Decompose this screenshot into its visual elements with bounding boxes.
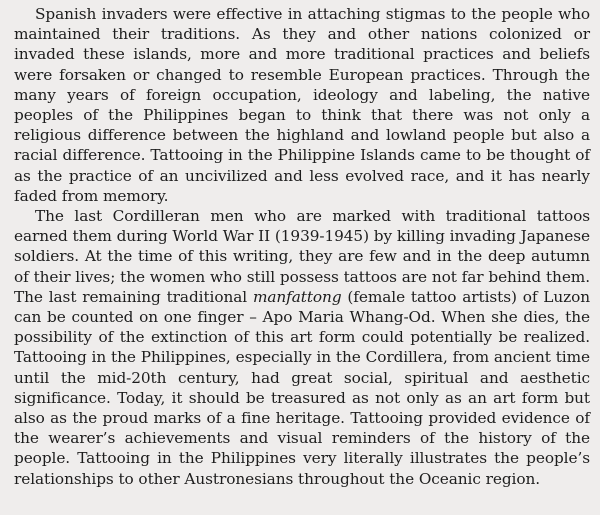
paragraph-1: Spanish invaders were effective in attaching stigmas to the people who maintained their traditions. As they and other nations colonized or invaded these islands, more and more traditional practices and beliefs were forsaken or changed to resemble European practices. Through the many years of foreign occupation, ideology and labeling, the native peoples of the Philippines began to think that there was not only a religious difference between the highland and lowland people but also a racial difference. Tattooing in the Philippine Islands came to be thought of as the practice of an uncivilized and less evolved race, and it has nearly faded from memory. [14, 5, 590, 205]
article-text [14, 4, 590, 489]
paragraph-2-text-before-term: The last Cordilleran men who are marked with traditional tattoos earned them during World War II (1939-1945) by killing invading Japanese soldiers. At the time of this writing, they are few and in the deep autumn of their lives; the women who still possess tattoos are not far behind them. The last remaining traditional [14, 207, 590, 306]
paragraph-2-text-after-term: (female tattoo artists) of Luzon can be counted on one finger – Apo Maria Whang-Od. When she dies, the possibility of the extinction of this art form could potentially be realized. Tattooing in the Philippines, especially in the Cordillera, from ancient time until the mid-20th century, had great social, spiritual and aesthetic significance. Today, it should be treasured as not only as an art form but also as the proud marks of a fine heritage. Tattooing provided evidence of the wearer’s achievements and visual reminders of the history of the people. Tattooing in the Philippines very literally illustrates the people’s relationships to other Austronesians throughout the Oceanic region. [14, 287, 590, 488]
manfattong-term: manfattong [252, 287, 342, 306]
paragraph-2 [14, 206, 590, 489]
